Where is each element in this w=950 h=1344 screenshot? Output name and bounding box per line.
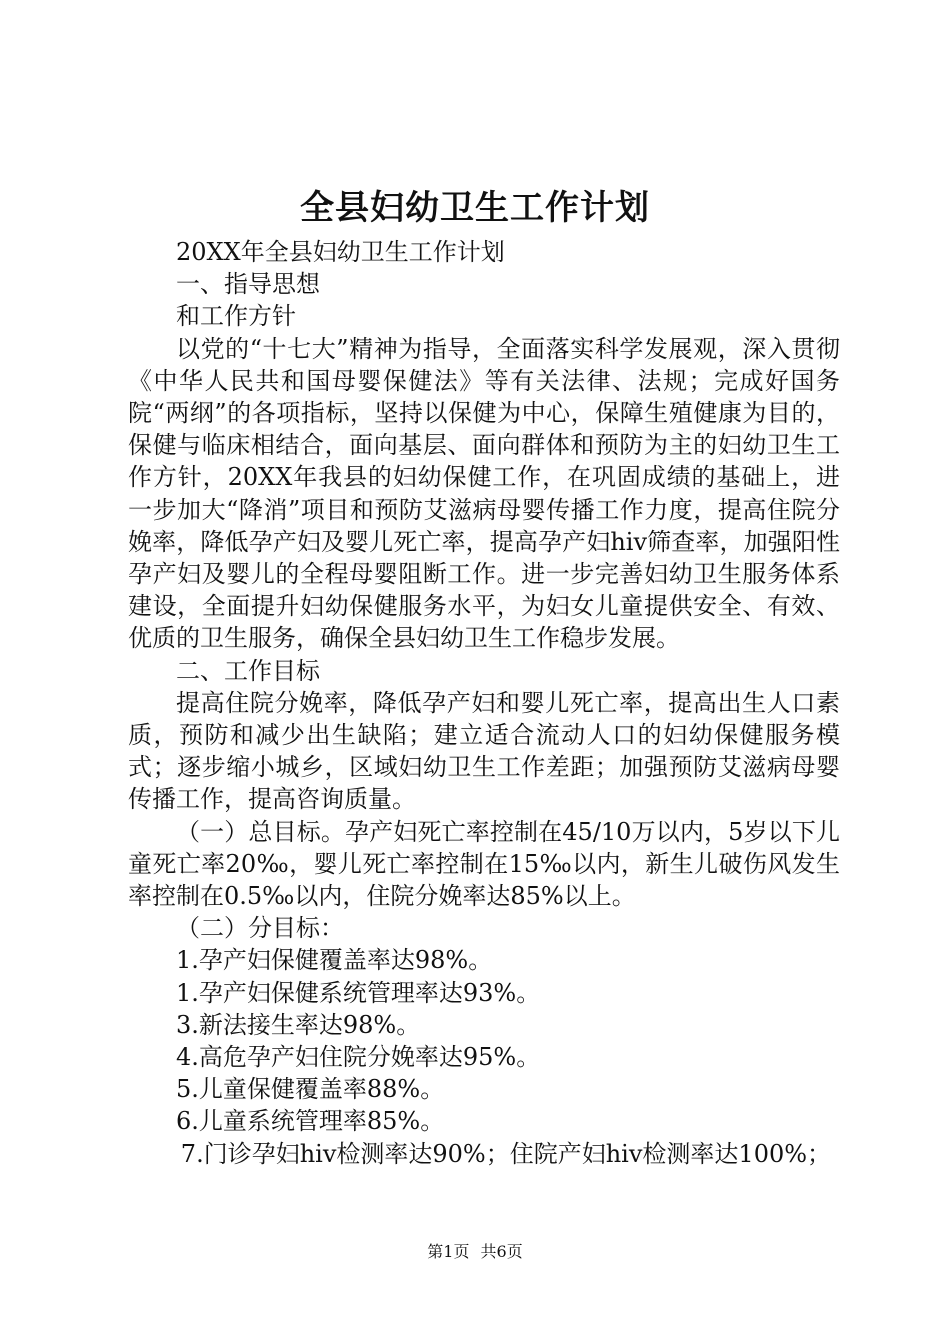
document-title: 全县妇幼卫生工作计划 [300, 188, 650, 228]
sub-goals-heading: （二）分目标： [176, 914, 344, 943]
page-footer [0, 1240, 950, 1264]
section-heading-work-goals: 二、工作目标 [176, 656, 320, 685]
section-heading-continuation: 和工作方针 [176, 302, 296, 331]
goal-list-item: 3.新法接生率达98%。 [176, 1010, 421, 1039]
goal-list-item: 7.门诊孕妇hiv检测率达90%；住院产妇hiv检测率达100%； [180, 1139, 832, 1168]
goal-list-item: 1.孕产妇保健系统管理率达93%。 [176, 978, 541, 1007]
document-body [128, 236, 840, 1170]
goal-list-item: 1.孕产妇保健覆盖率达98%。 [176, 946, 493, 975]
goal-list-item: 5.儿童保健覆盖率88%。 [176, 1075, 445, 1104]
section-heading-guiding-thought: 一、指导思想 [176, 270, 320, 299]
guiding-thought-paragraph: 以党的“十七大”精神为指导，全面落实科学发展观，深入贯彻《中华人民共和国母婴保健法》等有关法律、法规；完成好国务院“两纲”的各项指标，坚持以保健为中心，保障生殖健康为目的，保健与临床相结合，面向基层、面向群体和预防为主的妇幼卫生工作方针，20XX年我县的妇幼保健工作，在巩固成绩的基础上，进一步加大“降消”项目和预防艾滋病母婴传播工作力度，提高住院分娩率，降低孕产妇及婴儿死亡率，提高孕产妇hiv筛查率，加强阳性孕产妇及婴儿的全程母婴阻断工作。进一步完善妇幼卫生服务体系建设，全面提升妇幼保健服务水平，为妇女儿童提供安全、有效、优质的卫生服务，确保全县妇幼卫生工作稳步发展。 [128, 334, 840, 653]
goal-list-item: 6.儿童系统管理率85%。 [176, 1107, 445, 1136]
page-total: 共6页 [480, 1242, 523, 1261]
subtitle-paragraph: 20XX年全县妇幼卫生工作计划 [176, 238, 505, 266]
overall-goal-paragraph: （一）总目标。孕产妇死亡率控制在45/10万以内，5岁以下儿童死亡率20‰，婴儿死亡率控制在15‰以内，新生儿破伤风发生率控制在0.5‰以内，住院分娩率达85%以上。 [128, 817, 840, 911]
work-goals-paragraph: 提高住院分娩率，降低孕产妇和婴儿死亡率，提高出生人口素质，预防和减少出生缺陷；建立适合流动人口的妇幼保健服务模式；逐步缩小城乡，区域妇幼卫生工作差距；加强预防艾滋病母婴传播工作，提高咨询质量。 [128, 688, 840, 814]
page-number: 第1页 [427, 1242, 470, 1261]
goal-list-item: 4.高危孕产妇住院分娩率达95%。 [176, 1043, 541, 1072]
